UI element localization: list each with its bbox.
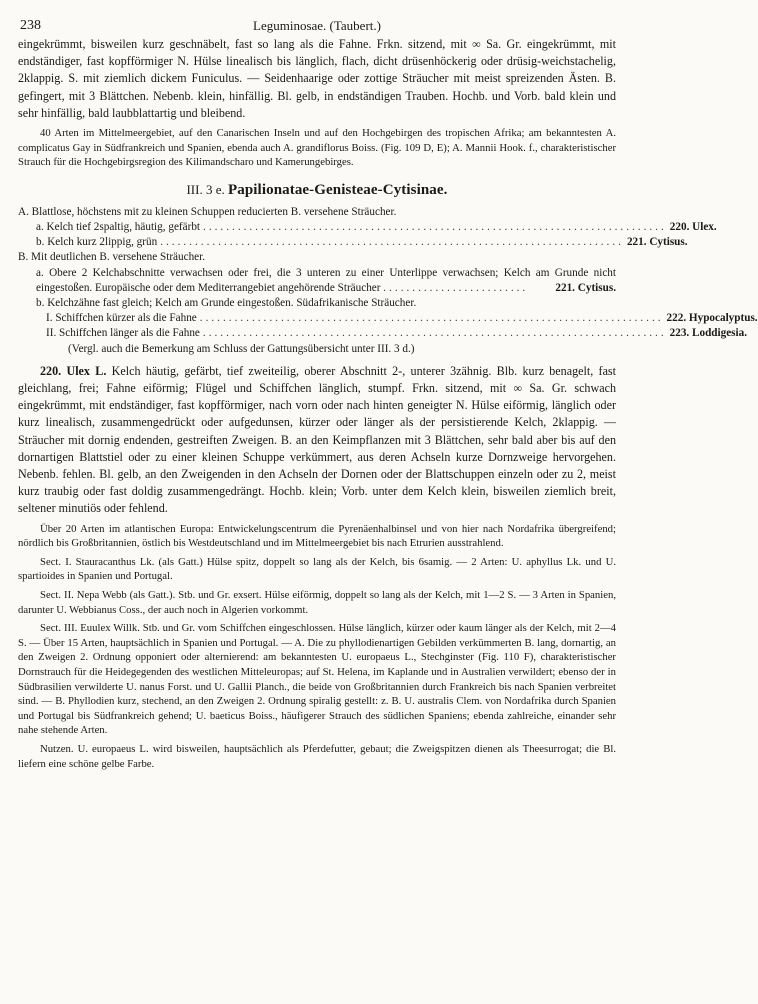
section-prefix: III. 3 e.: [186, 181, 225, 197]
key-B-b-II-result: 223. Loddigesia.: [669, 327, 748, 340]
ulex-sect-2: Sect. II. Nepa Webb (als Gatt.). Stb. und Gr. exsert. Hülse eiförmig, doppelt so lang als der Kelch, mit 1—2 S. — 3 Arten in Spanien, darunter U. Webbianus Coss., der auch noch in Algerien vorkommt.: [18, 589, 616, 616]
key-B-a: [18, 266, 616, 296]
ulex-heading: 220. Ulex L.: [40, 363, 107, 378]
ulex-sect-1: Sect. I. Stauracanthus Lk. (als Gatt.) Hülse spitz, doppelt so lang als der Kelch, bis 6samig. — 2 Arten: U. aphyllus Lk. und U. spartioides in Spanien und Portugal.: [18, 555, 616, 583]
key-A-b-text: b. Kelch kurz 2lippig, grün: [36, 236, 158, 249]
ulex-description: Kelch häutig, gefärbt, tief zweiteilig, oberer Abschnitt 2-, unterer 3zähnig. Blb. kurz benagelt, fast gleichlang, frei; Fahne eiförmig; Flügel und Schiffchen länglich, stumpf. Frkn. sitzend, mit ∞ Sa. Gr. schwach eingekrümmt, mit endständiger, fast kopfförmiger, nach vorn oder nach hinten geneigter N. Hülse eiförmig, länglich oder kurz linealisch, zusammengedrückt oder aufgedunsen, kürzer oder länger als der persistierende Kelch, 2klappig. — Sträucher mit dornig endenden, gestreiften Zweigen. B. an den Keimpflanzen mit 3 Blättchen, sehr bald aber bis auf den dornartigen Blattstiel oder zu einer kleinen Schuppe verkümmert, aus deren Achseln kurze Dornzweige hervorgehen. Nebenb. fehlen. Bl. gelb, an den Zweigenden in den Achseln der Dornen oder der Blattschuppen einzeln oder zu 2, meist kurz traubig oder fast doldig zusammengedrängt. Hochb. klein; Vorb. unter dem Kelch klein, bisweilen ziemlich breit, seltener minutiös oder fehlend.: [18, 363, 616, 516]
key-B-b: b. Kelchzähne fast gleich; Kelch am Grunde eingestoßen. Südafrikanische Sträucher.: [36, 297, 417, 310]
key-B-b-II: [18, 326, 748, 341]
key-B-a-text: a. Obere 2 Kelchabschnitte verwachsen oder frei, die 3 unteren zu einer Unterlippe verwachsen; Kelch am Grunde nicht eingestoßen. Europäische oder dem Mediterrangebiet angehörende Sträucher: [36, 266, 616, 294]
leader-dots: ................................................................................: [199, 312, 664, 325]
ulex-description-paragraph: [18, 363, 616, 518]
key-A-b: [18, 235, 688, 250]
leader-dots: .........................: [383, 281, 529, 294]
key-A: A. Blattlose, höchstens mit zu kleinen Schuppen reducierten B. versehene Sträucher.: [18, 205, 397, 218]
intro-paragraph: eingekrümmt, bisweilen kurz geschnäbelt, fast so lang als die Fahne. Frkn. sitzend, mit ∞ Sa. Gr. eingekrümmt, mit endständiger, fast kopfförmiger N. Hülse linealisch bis länglich, flach, dicht drüsenhöckerig oder drüsig-weichstachelig, 2klappig. S. mit ziemlich dickem Funiculus. — Seidenhaarige oder zottige Sträucher mit meist spreizenden Ästen. B. gefingert, mit 3 Blättchen. Nebenb. klein, hinfällig. Bl. gelb, in endständigen Trauben. Hochb. und Vorb. bald klein und sehr hinfällig, bald laubblattartig und bleibend.: [18, 37, 616, 120]
ulex-uses: Nutzen. U. europaeus L. wird bisweilen, hauptsächlich als Pferdefutter, gebaut; die Zweigspitzen dienen als Theesurrogat; die Bl. liefern eine schöne gelbe Farbe.: [18, 742, 616, 770]
key-B-b-I-text: I. Schiffchen kürzer als die Fahne: [46, 312, 197, 325]
key-B-b-II-text: II. Schiffchen länger als die Fahne: [46, 327, 200, 340]
key-B-b-I-result: 222. Hypocalyptus.: [666, 312, 758, 325]
intro-note: 40 Arten im Mittelmeergebiet, auf den Canarischen Inseln und auf den Hochgebirgen des tropischen Afrika; am bekanntesten A. complicatus Gay in Südfrankreich und Spanien, ebenda auch A. grandiflorus Boiss. (Fig. 109 D, E); A. Mannii Hook. f., charakteristischer Strauch für die Hochgebirgsregion des Kilimandscharo und Kamerungebirges.: [18, 127, 616, 169]
leader-dots: ................................................................................: [160, 236, 624, 249]
identification-key: [18, 205, 758, 357]
ulex-distribution: Über 20 Arten im atlantischen Europa: Entwickelungscentrum die Pyrenäenhalbinsel und von hier nach Nordafrika übergreifend; nördlich bis Großbritannien, östlich bis Westdeutschland und im Mittelmeergebiet bis nach Etrurien ausstrahlend.: [18, 522, 616, 550]
section-heading: [18, 182, 616, 199]
key-B-b-I: [18, 311, 758, 326]
key-B: B. Mit deutlichen B. versehene Sträucher.: [18, 251, 206, 264]
leader-dots: ................................................................................: [202, 327, 667, 340]
key-A-a: [18, 220, 717, 235]
leader-dots: ................................................................................: [203, 221, 667, 233]
ulex-sect-3: Sect. III. Euulex Willk. Stb. und Gr. vom Schiffchen eingeschlossen. Hülse länglich, kürzer oder kaum länger als der Kelch, mit 2—4 S. — Über 15 Arten, hauptsächlich in Spanien und Portugal. — A. Die zu phyllodienartigen Gebilden verkümmerten B. lang, dornartig, an den Zweigen 2. Ordnung opponiert oder alternierend: am bekanntesten U. europaeus L., Stechginster (Fig. 110 F), charakteristischer Dornstrauch für die Heidegegenden des westlichen Mitteleuropas; auf St. Helena, im Kaplande und in Australien verwildert; ebenso der in Südbrasilien verwilderte U. nanus Forst. und U. Gallii Planch., die beide von Großbritannien durch Frankreich bis nach Spanien verbreitet sind. — B. Phyllodien kurz, stechend, an den Zweigen 2. Ordnung spiralig gestellt: z. B. U. australis Clem. von Nordafrika durch Spanien und Portugal bis Südfrankreich gehend; U. baeticus Boiss., häufigerer Strauch des südlichen Spaniens; ebenda zahlreiche, einander sehr nahe stehende Arten.: [18, 622, 616, 737]
running-title: Leguminosae. (Taubert.): [253, 18, 381, 33]
key-A-a-result: 220. Ulex.: [669, 221, 717, 233]
section-title: Papilionatae-Genisteae-Cytisinae.: [227, 181, 448, 198]
key-B-a-result: 221. Cytisus.: [555, 281, 616, 294]
page-number: 238: [20, 18, 41, 33]
key-note: (Vergl. auch die Bemerkung am Schluss der Gattungsübersicht unter III. 3 d.): [68, 342, 415, 355]
page-header: [18, 14, 616, 36]
key-A-b-result: 221. Cytisus.: [626, 236, 688, 249]
key-A-a-text: a. Kelch tief 2spaltig, häutig, gefärbt: [36, 221, 201, 233]
